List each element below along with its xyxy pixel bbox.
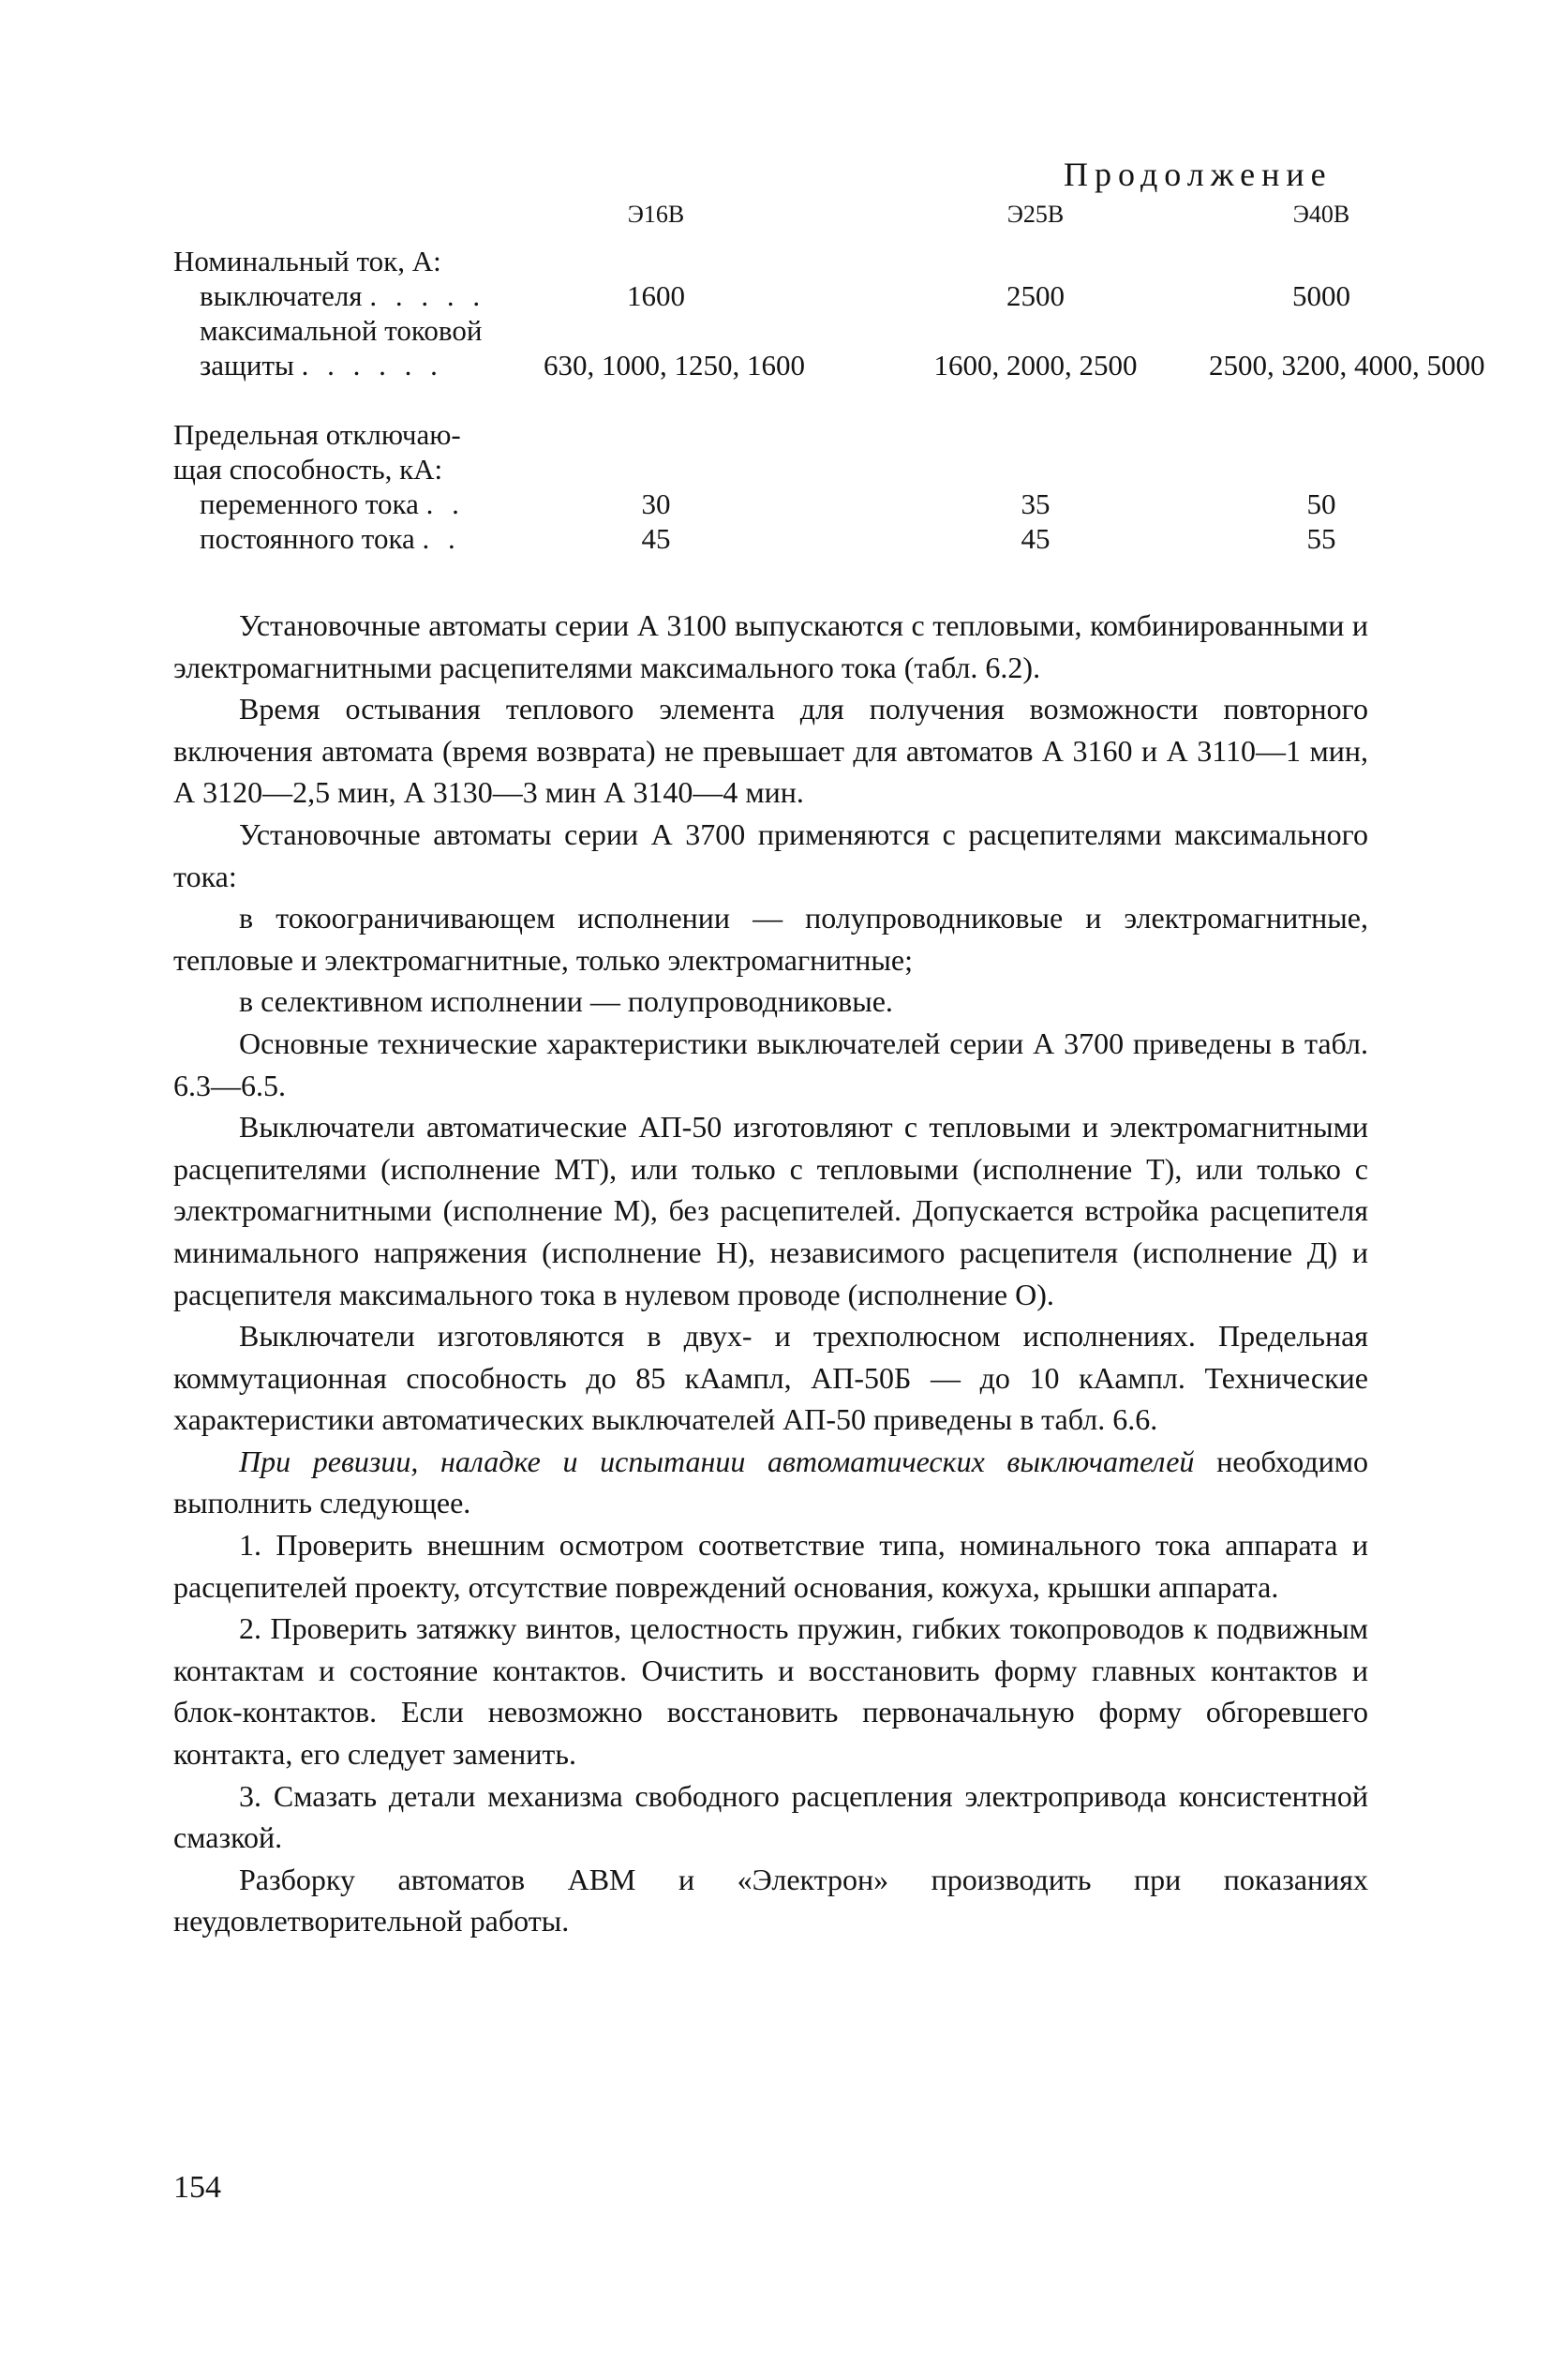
cell-value: 2500 xyxy=(1006,279,1065,312)
intro-rest: необходимо выполнить следующее. xyxy=(173,1444,1369,1520)
cell-value: 1600, 2000, 2500 xyxy=(933,349,1138,382)
table-row xyxy=(173,486,1392,521)
cell-value: 630, 1000, 1250, 1600 xyxy=(544,349,805,382)
table-row xyxy=(173,348,1485,417)
paragraph: в селективном исполнении — полупроводниковые. xyxy=(239,984,893,1019)
row-leader: . . xyxy=(422,522,461,555)
row-label: щая способность, кА: xyxy=(173,453,443,486)
cell-value: 55 xyxy=(1306,522,1336,555)
table-continuation-caption: Продолжение xyxy=(1064,156,1333,193)
paragraph: Установочные автоматы серии А 3700 применяются с расцепителями максимального тока: xyxy=(173,816,1368,893)
cell-value: 1600 xyxy=(627,279,685,312)
table-row xyxy=(173,244,1392,278)
italic-lead: При ревизии, наладке и испытании автоматических выключателей xyxy=(239,1444,1195,1478)
row-leader: . . . . . xyxy=(369,279,486,312)
column-header-e16v: Э16В xyxy=(627,201,685,228)
cell-value: 5000 xyxy=(1292,279,1350,312)
paragraph: Основные технические характеристики выключателей серии А 3700 приведены в табл. 6.3—6.5. xyxy=(173,1025,1368,1102)
paragraph: Время остывания теплового элемента для получения возможности повторного включения автомата (время возврата) не превышает для автоматов А 3160 и А 3110—1 мин, А 3120—2,5 мин, А 3130—3 мин А 3140—4 мин. xyxy=(173,692,1368,810)
row-label xyxy=(173,521,593,556)
cell-value: 45 xyxy=(641,522,671,555)
step-item: 3. Смазать детали механизма свободного расцепления электропривода консистентной смазкой. xyxy=(173,1778,1368,1855)
row-label: максимальной токовой xyxy=(200,314,483,347)
cell-value: 50 xyxy=(1306,487,1336,520)
paragraph-revision-intro xyxy=(173,1441,1368,1524)
row-label: Предельная отключаю- xyxy=(173,418,461,451)
row-label-text: постоянного тока xyxy=(200,522,415,555)
paragraph: Выключатели автоматические АП-50 изготовляют с тепловыми и электромагнитными расцепителями (исполнение МТ), или только с тепловыми (исполнение Т), или только с электромагнитными (исполнение М), без расцепителей. Допускается встройка расцепителя минимального напряжения (исполнение Н), независимого расцепителя (исполнение Д) и расцепителя максимального тока в нулевом проводе (исполнение О). xyxy=(173,1110,1368,1311)
row-leader: . . . . . . xyxy=(301,349,443,382)
row-label xyxy=(173,486,593,521)
row-label-text: выключателя xyxy=(200,279,363,312)
cell-value: 35 xyxy=(1021,487,1051,520)
table-row xyxy=(173,313,1392,348)
cell-value: 45 xyxy=(1021,522,1051,555)
column-header-e40v: Э40В xyxy=(1292,201,1350,228)
table-row xyxy=(173,521,1392,556)
row-label xyxy=(173,348,593,382)
page-number: 154 xyxy=(173,2170,221,2205)
cell-value: 2500, 3200, 4000, 5000 xyxy=(1209,349,1485,382)
body-text xyxy=(173,605,1368,1942)
step-item: 1. Проверить внешним осмотром соответствие типа, номинального тока аппарата и расцепителей проекту, отсутствие повреждений основания, кожуха, крышки аппарата. xyxy=(173,1528,1368,1604)
row-leader: . . xyxy=(425,487,465,520)
table-row xyxy=(173,452,1392,486)
paragraph: в токоограничивающем исполнении — полупроводниковые и электромагнитные, тепловые и электромагнитные, только электромагнитные; xyxy=(173,901,1368,977)
row-label xyxy=(173,278,593,313)
row-label: Номинальный ток, А: xyxy=(173,245,441,277)
paragraph-closing: Разборку автоматов АВМ и «Электрон» производить при показаниях неудовлетворительной работы. xyxy=(173,1862,1368,1938)
table-row xyxy=(173,278,1392,313)
paragraph: Установочные автоматы серии А 3100 выпускаются с тепловыми, комбинированными и электромагнитными расцепителями максимального тока (табл. 6.2). xyxy=(173,608,1368,684)
step-item: 2. Проверить затяжку винтов, целостность пружин, гибких токопроводов к подвижным контактам и состояние контактов. Очистить и восстановить форму главных контактов и блок-контактов. Если невозможно восстановить первоначальную форму обгоревшего контакта, его следует заменить. xyxy=(173,1611,1368,1772)
row-label-text: защиты xyxy=(200,349,294,382)
specs-table xyxy=(173,197,1485,556)
row-label-text: переменного тока xyxy=(200,487,419,520)
table-header-row xyxy=(173,197,1392,244)
column-header-e25v: Э25В xyxy=(1006,201,1065,228)
paragraph: Выключатели изготовляются в двух- и трехполюсном исполнениях. Предельная коммутационная способность до 85 кАампл, АП-50Б — до 10 кАампл. Технические характеристики автоматических выключателей АП-50 приведены в табл. 6.6. xyxy=(173,1319,1368,1437)
cell-value: 30 xyxy=(641,487,671,520)
table-row xyxy=(173,417,1392,452)
